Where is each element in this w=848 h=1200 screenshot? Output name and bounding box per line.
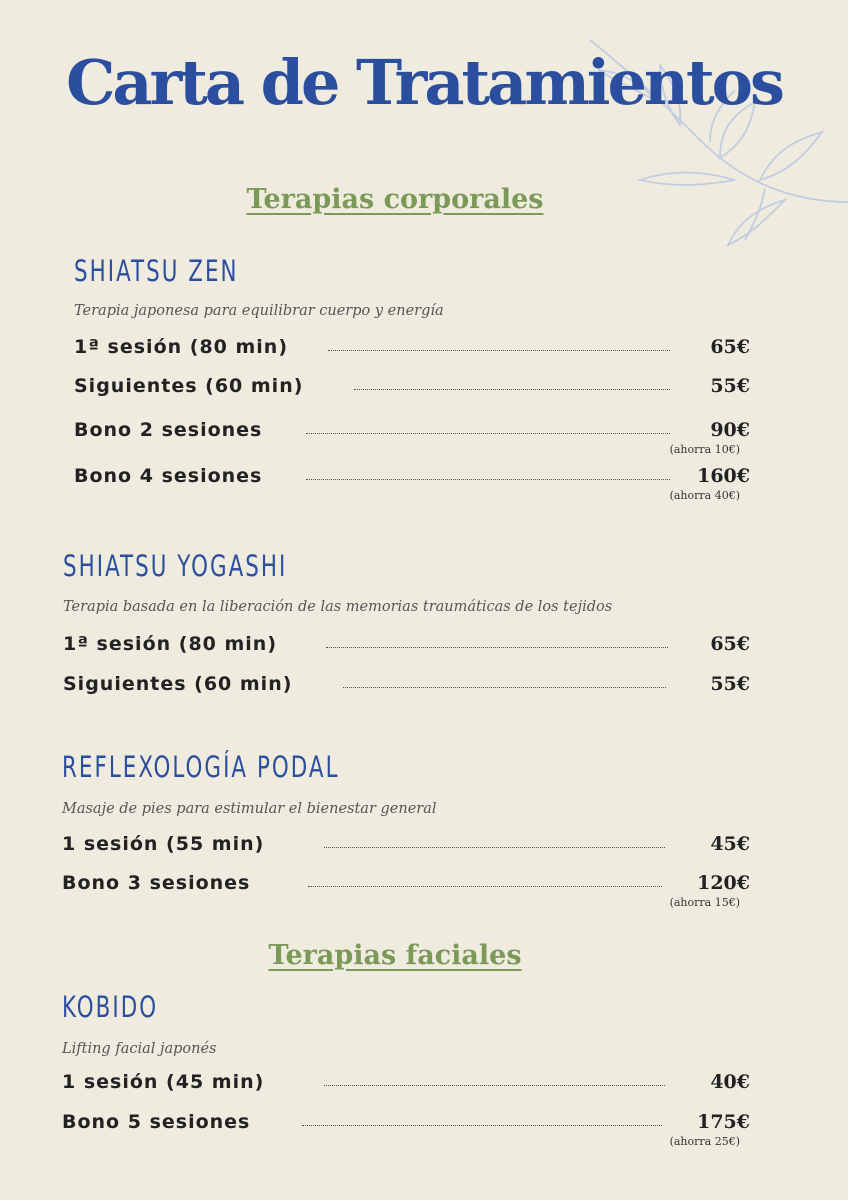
savings-note: (ahorra 10€) xyxy=(669,443,740,456)
price-row-label: 1ª sesión (80 min) xyxy=(63,633,278,655)
service-description: Lifting facial japonés xyxy=(62,1041,217,1057)
service-description: Terapia japonesa para equilibrar cuerpo y energía xyxy=(74,303,444,319)
price-value: 65€ xyxy=(710,633,750,655)
dot-leader xyxy=(326,647,668,648)
dot-leader xyxy=(324,1085,665,1086)
price-row-label: Bono 3 sesiones xyxy=(62,872,251,894)
price-value: 55€ xyxy=(710,375,750,397)
price-row xyxy=(62,870,750,909)
price-value: 160€ xyxy=(697,465,750,487)
service-description: Masaje de pies para estimular el bienestar general xyxy=(62,801,437,817)
dot-leader xyxy=(343,687,666,688)
price-value: 120€ xyxy=(697,872,750,894)
price-row xyxy=(74,334,750,360)
price-row-label: 1 sesión (55 min) xyxy=(62,833,265,855)
service-name: SHIATSU ZEN xyxy=(74,254,239,288)
price-value: 65€ xyxy=(710,336,750,358)
service-name: REFLEXOLOGÍA PODAL xyxy=(62,750,340,784)
price-value: 90€ xyxy=(710,419,750,441)
price-row xyxy=(62,1109,750,1148)
savings-note: (ahorra 15€) xyxy=(669,896,740,909)
service-name: KOBIDO xyxy=(62,990,159,1024)
price-row xyxy=(74,463,750,502)
dot-leader xyxy=(354,389,670,390)
category-heading-face: Terapias faciales xyxy=(268,940,522,971)
dot-leader xyxy=(302,1125,662,1126)
price-value: 40€ xyxy=(710,1071,750,1093)
price-row xyxy=(62,1069,750,1095)
price-row xyxy=(63,631,750,657)
price-row-label: Bono 4 sesiones xyxy=(74,465,263,487)
dot-leader xyxy=(324,847,665,848)
price-row xyxy=(62,831,750,857)
price-value: 55€ xyxy=(710,673,750,695)
service-name: SHIATSU YOGASHI xyxy=(63,549,288,583)
savings-note: (ahorra 40€) xyxy=(669,489,740,502)
dot-leader xyxy=(308,886,662,887)
price-row-label: 1ª sesión (80 min) xyxy=(74,336,289,358)
price-row-label: Siguientes (60 min) xyxy=(74,375,304,397)
category-heading-body: Terapias corporales xyxy=(246,184,544,215)
price-row xyxy=(74,373,750,399)
dot-leader xyxy=(328,350,670,351)
service-description: Terapia basada en la liberación de las memorias traumáticas de los tejidos xyxy=(63,599,613,615)
price-row-label: Bono 5 sesiones xyxy=(62,1111,251,1133)
price-row xyxy=(74,417,750,456)
price-value: 175€ xyxy=(697,1111,750,1133)
dot-leader xyxy=(306,479,670,480)
savings-note: (ahorra 25€) xyxy=(669,1135,740,1148)
price-row xyxy=(63,671,750,697)
price-row-label: 1 sesión (45 min) xyxy=(62,1071,265,1093)
dot-leader xyxy=(306,433,670,434)
price-value: 45€ xyxy=(710,833,750,855)
price-row-label: Siguientes (60 min) xyxy=(63,673,293,695)
price-row-label: Bono 2 sesiones xyxy=(74,419,263,441)
page-title: Carta de Tratamientos xyxy=(66,46,782,119)
